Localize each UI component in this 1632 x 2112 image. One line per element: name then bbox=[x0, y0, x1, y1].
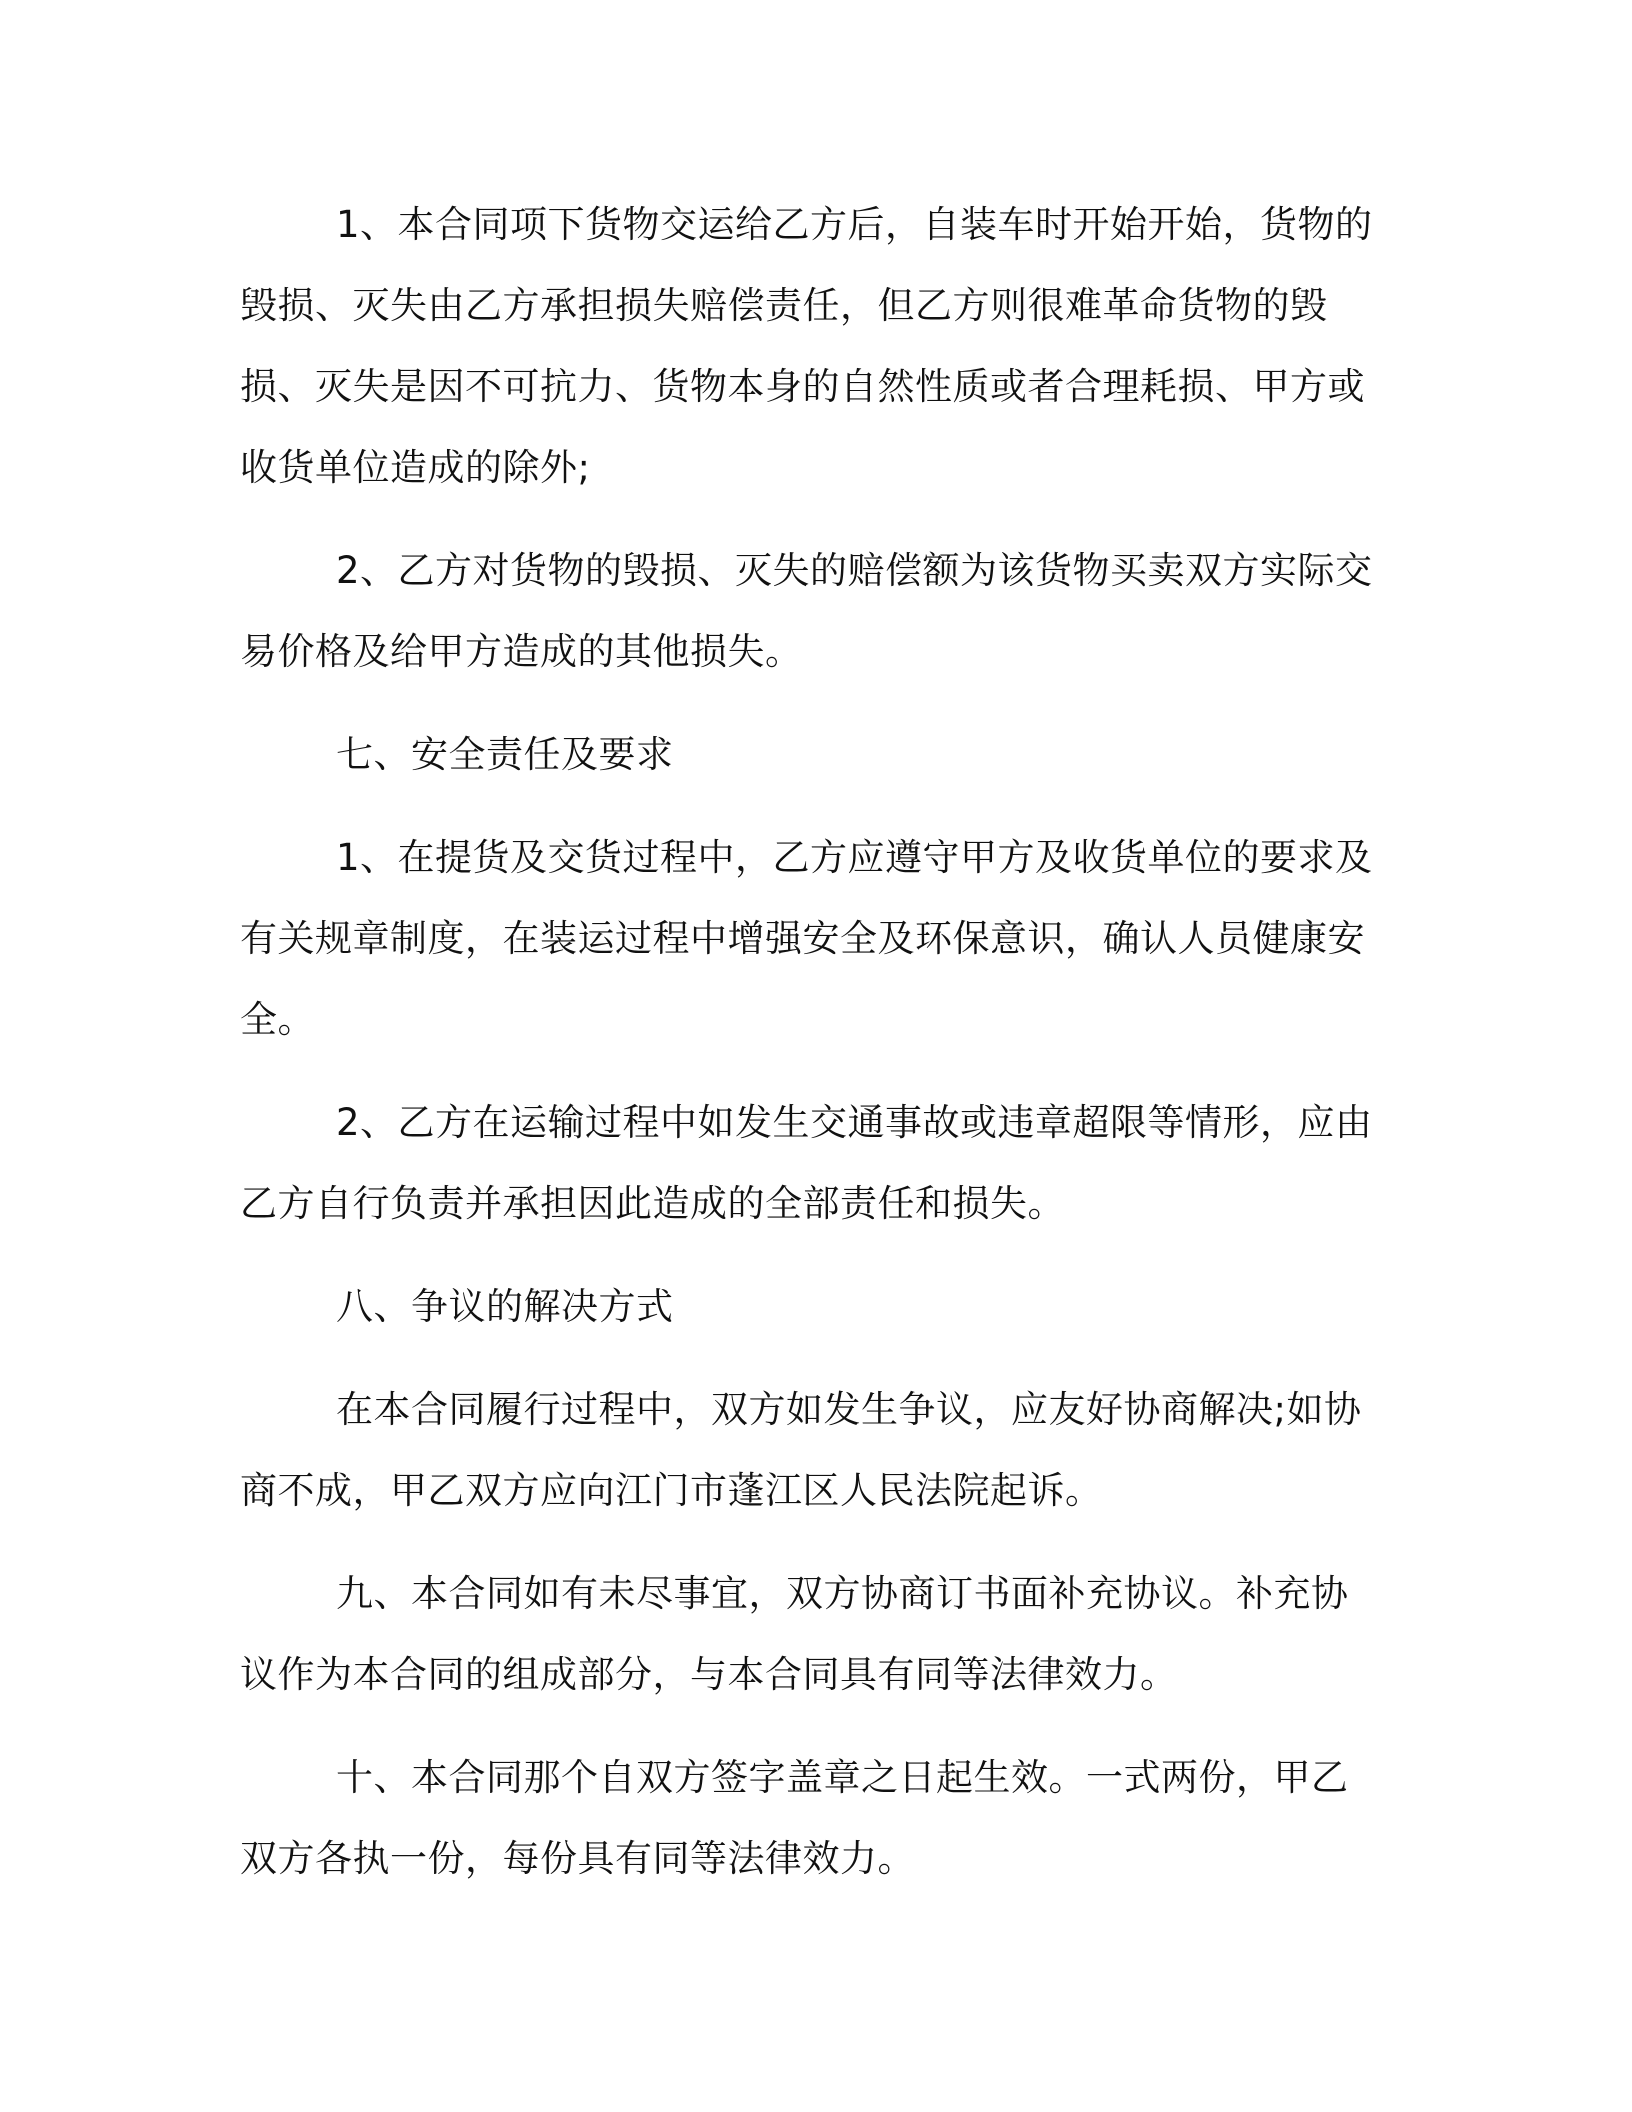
document-body bbox=[240, 184, 1380, 1921]
paragraph-safety-clause-2: 2、乙方在运输过程中如发生交通事故或违章超限等情形，应由乙方自行负责并承担因此造成的全部责任和损失。 bbox=[240, 1101, 1373, 1225]
paragraph-supplement-clause: 九、本合同如有未尽事宜，双方协商订书面补充协议。补充协议作为本合同的组成部分，与本合同具有同等法律效力。 bbox=[240, 1572, 1349, 1696]
paragraph-effectiveness-clause: 十、本合同那个自双方签字盖章之日起生效。一式两份，甲乙双方各执一份，每份具有同等法律效力。 bbox=[240, 1756, 1349, 1880]
section-heading-safety: 七、安全责任及要求 bbox=[336, 733, 674, 776]
paragraph-liability-clause-1: 1、本合同项下货物交运给乙方后，自装车时开始开始，货物的毁损、灭失由乙方承担损失赔偿责任，但乙方则很难革命货物的毁损、灭失是因不可抗力、货物本身的自然性质或者合理耗损、甲方或收货单位造成的除外; bbox=[240, 203, 1373, 489]
paragraph-dispute-clause: 在本合同履行过程中，双方如发生争议，应友好协商解决;如协商不成，甲乙双方应向江门市蓬江区人民法院起诉。 bbox=[240, 1388, 1362, 1512]
paragraph-safety-clause-1: 1、在提货及交货过程中，乙方应遵守甲方及收货单位的要求及有关规章制度，在装运过程中增强安全及环保意识，确认人员健康安全。 bbox=[240, 836, 1373, 1041]
paragraph-liability-clause-2: 2、乙方对货物的毁损、灭失的赔偿额为该货物买卖双方实际交易价格及给甲方造成的其他损失。 bbox=[240, 549, 1373, 673]
section-heading-dispute: 八、争议的解决方式 bbox=[336, 1285, 674, 1328]
